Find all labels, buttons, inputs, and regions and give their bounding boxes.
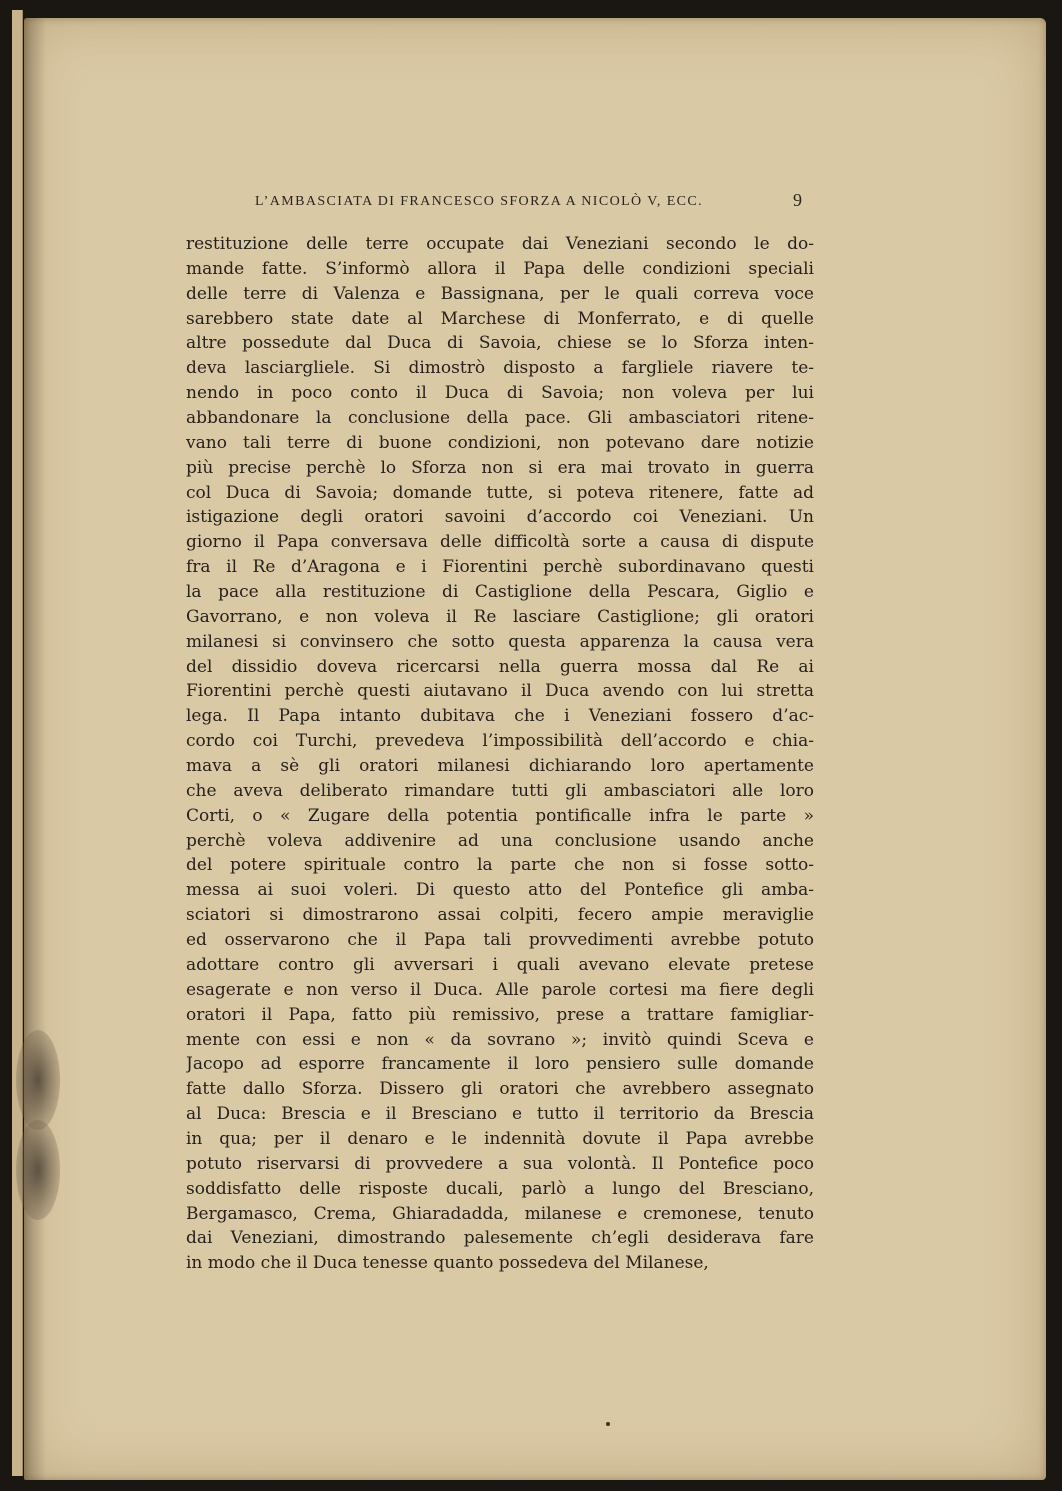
text-line: milanesi si convinsero che sotto questa apparenza la causa vera [186, 631, 814, 652]
text-line: perchè voleva addivenire ad una conclusione usando anche [186, 830, 814, 851]
text-line: Bergamasco, Crema, Ghiaradadda, milanese e cremonese, tenuto [186, 1203, 814, 1224]
text-line: istigazione degli oratori savoini d’accordo coi Veneziani. Un [186, 507, 814, 528]
text-line: Jacopo ad esporre francamente il loro pensiero sulle domande [186, 1054, 814, 1075]
text-line: potuto riservarsi di provvedere a sua volontà. Il Pontefice poco [186, 1153, 814, 1174]
page-number: 9 [793, 190, 802, 210]
text-line: col Duca di Savoia; domande tutte, si poteva ritenere, fatte ad [186, 482, 814, 503]
underlying-page-edge [12, 10, 23, 1476]
text-line: cordo coi Turchi, prevedeva l’impossibilità dell’accordo e chia- [186, 731, 814, 752]
text-line: adottare contro gli avversari i quali avevano elevate pretese [186, 954, 814, 975]
text-line: altre possedute dal Duca di Savoia, chiese se lo Sforza inten- [186, 333, 814, 354]
text-line: più precise perchè lo Sforza non si era mai trovato in guerra [186, 457, 814, 478]
text-line: al Duca: Brescia e il Bresciano e tutto il territorio da Brescia [186, 1104, 814, 1125]
text-line: esagerate e non verso il Duca. Alle parole cortesi ma fiere degli [186, 979, 814, 1000]
text-line: delle terre di Valenza e Bassignana, per le quali correva voce [186, 283, 814, 304]
text-line: in modo che il Duca tenesse quanto possedeva del Milanese, [186, 1253, 709, 1274]
text-line: soddisfatto delle risposte ducali, parlò a lungo del Bresciano, [186, 1178, 814, 1199]
text-line: lega. Il Papa intanto dubitava che i Veneziani fossero d’ac- [186, 706, 814, 727]
text-line: deva lasciargliele. Si dimostrò disposto a fargliele riavere te- [186, 358, 814, 379]
running-title: L’AMBASCIATA DI FRANCESCO SFORZA A NICOLÒ V, ECC. [255, 194, 704, 209]
text-line: giorno il Papa conversava delle difficoltà sorte a causa di dispute [186, 532, 814, 553]
text-line: vano tali terre di buone condizioni, non potevano dare notizie [186, 432, 814, 453]
text-line: fra il Re d’Aragona e i Fiorentini perchè subordinavano questi [186, 557, 814, 578]
text-line: Corti, o « Zugare della potentia pontificalle infra le parte » [186, 805, 814, 826]
text-line: restituzione delle terre occupate dai Veneziani secondo le do- [186, 234, 814, 254]
text-line: Fiorentini perchè questi aiutavano il Duca avendo con lui stretta [186, 681, 814, 702]
text-line: abbandonare la conclusione della pace. Gli ambasciatori ritene- [186, 408, 814, 429]
text-line: fatte dallo Sforza. Dissero gli oratori che avrebbero assegnato [186, 1079, 814, 1100]
text-line: sarebbero state date al Marchese di Monferrato, e di quelle [186, 308, 814, 329]
binding-hole-mark [16, 1120, 60, 1220]
text-line: dai Veneziani, dimostrando palesemente ch’egli desiderava fare [186, 1228, 814, 1249]
text-line: la pace alla restituzione di Castiglione della Pescara, Giglio e [186, 582, 814, 603]
text-line: del potere spirituale contro la parte che non si fosse sotto- [186, 855, 814, 876]
text-line: oratori il Papa, fatto più remissivo, prese a trattare famigliar- [186, 1004, 814, 1025]
text-line: mande fatte. S’informò allora il Papa delle condizioni speciali [186, 258, 814, 279]
text-line: in qua; per il denaro e le indennità dovute il Papa avrebbe [186, 1128, 814, 1149]
running-header [189, 190, 819, 216]
text-line: nendo in poco conto il Duca di Savoia; non voleva per lui [186, 383, 814, 404]
text-line: ed osservarono che il Papa tali provvedimenti avrebbe potuto [186, 930, 814, 951]
text-line: sciatori si dimostrarono assai colpiti, fecero ampie meraviglie [186, 905, 814, 926]
book-page [24, 18, 1046, 1480]
text-line: messa ai suoi voleri. Di questo atto del Pontefice gli amba- [186, 880, 814, 901]
text-line: che aveva deliberato rimandare tutti gli ambasciatori alle loro [186, 780, 814, 801]
body-text [186, 232, 814, 1276]
text-line: Gavorrano, e non voleva il Re lasciare Castiglione; gli oratori [186, 606, 814, 627]
binding-gutter-shadow [24, 18, 46, 1480]
binding-hole-mark [16, 1030, 60, 1130]
ink-speck [606, 1422, 610, 1426]
text-line: mente con essi e non « da sovrano »; invitò quindi Sceva e [186, 1029, 814, 1050]
text-line: mava a sè gli oratori milanesi dichiarando loro apertamente [186, 756, 814, 777]
text-line: del dissidio doveva ricercarsi nella guerra mossa dal Re ai [186, 656, 814, 677]
